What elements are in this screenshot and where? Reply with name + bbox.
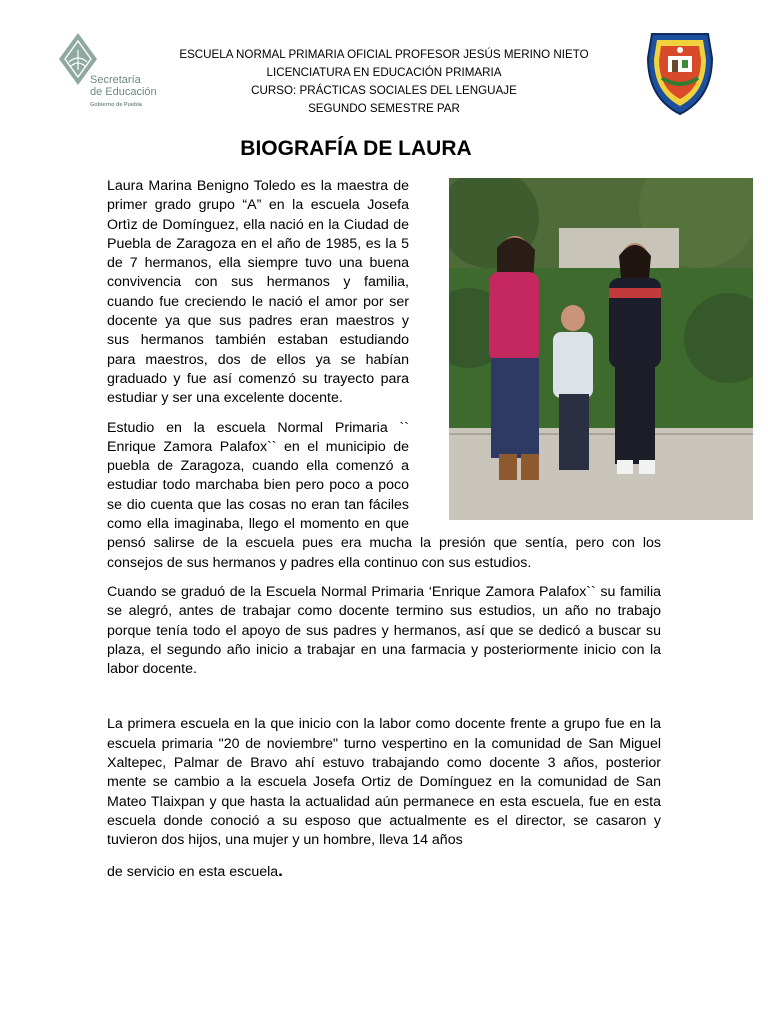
paragraph-4-last-line [107, 861, 661, 882]
header-line-semester: SEGUNDO SEMESTRE PAR [308, 102, 460, 115]
header-line-school: ESCUELA NORMAL PRIMARIA OFICIAL PROFESOR JESÚS MERINO NIETO [179, 48, 589, 61]
biography-text [107, 177, 661, 882]
header-line-degree: LICENCIATURA EN EDUCACIÓN PRIMARIA [266, 66, 502, 79]
paragraph-1: Laura Marina Benigno Toledo es la maestra de primer grado grupo “A” en la escuela Josefa Ortìz de Domínguez, ella nació en la Ciudad de Puebla de Zaragoza en el año de 1985, es la 5 de 7 hermanos, ella siempre tuvo una buena convivencia con sus hermanos y familia, cuando fue creciendo le nació el amor por ser docente ya que sus padres eran maestros y sus hermanos también estaban estudiando para maestros, dos de ellos ya se habían graduado y fue así comenzó su trayecto para estudiar y ser una excelente docente. [107, 178, 409, 407]
last-line-text: de servicio en esta escuela [107, 863, 279, 880]
secretaria-educacion-logo [52, 30, 162, 114]
paragraph-4: La primera escuela en la que inicio con la labor como docente frente a grupo fue en la escuela primaria "20 de noviembre" turno vespertino en la comunidad de San Miguel Xaltepec, Palmar de Bravo ahí estuvo trabajando como docente 3 años, posterior mente se cambio a la escuela Josefa Ortiz de Domínguez en la comunidad de San Mateo Tlaixpan y que hasta la actualidad aún permanece en esta escuela, fue en esta escuela donde conoció a su esposo que actualmente es el director, se casaron y tuvieron dos hijos, una mujer y un hombre, lleva 14 años [107, 716, 661, 849]
logo-text-secretaria: Secretaría de Educación [90, 74, 157, 98]
school-crest-logo [644, 28, 716, 116]
paragraph-2: Estudio en la escuela Normal Primaria `` Enrique Zamora Palafox`` en el municipio de puebla de Zaragoza, cuando ella comenzó a estudiar todo marchaba bien pero poco a poco se dio cuenta que las cosas no eran tan fáciles como ella imaginaba, llego el momento en que pensó salirse de la escuela pues era mucha la presión que sentía, pero con los consejos de sus hermanos y padres ella continuo con sus estudios. [107, 419, 661, 571]
last-line-dot: . [278, 860, 283, 880]
header-line-course: CURSO: PRÁCTICAS SOCIALES DEL LENGUAJE [251, 84, 517, 97]
paragraph-3: Cuando se graduó de la Escuela Normal Primaria ‘Enrique Zamora Palafox`` su familia se alegró, antes de trabajar como docente termino sus estudios, un año no trabajo porque tenía todo el apoyo de sus padres y hermanos, así que se dedicó a buscar su plaza, el segundo año inicio a trabajar en una farmacia y posteriormente inicio con la labor docente. [107, 583, 661, 678]
page-title: BIOGRAFÍA DE LAURA [240, 137, 472, 160]
photo-spacer [409, 177, 753, 527]
logo-text-gobierno: Gobierno de Puebla [90, 102, 142, 108]
document-header [160, 46, 608, 118]
